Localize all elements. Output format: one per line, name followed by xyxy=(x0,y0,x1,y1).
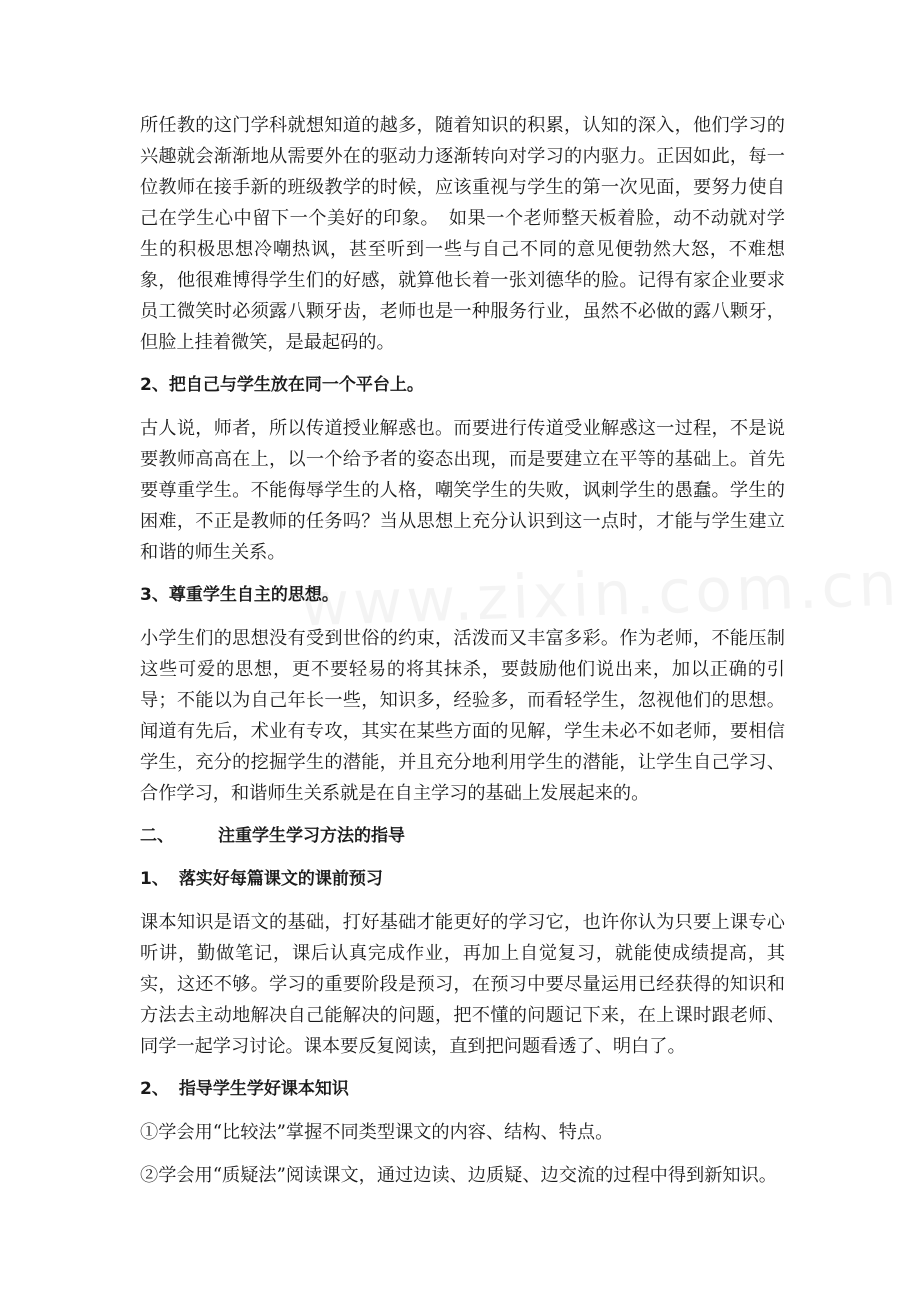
heading-independent-thought: 3、尊重学生自主的思想。 xyxy=(140,585,339,605)
subheading-number: 1、 xyxy=(140,869,169,889)
list-item-comparison: ①学会用“比较法”掌握不同类型课文的内容、结构、特点。 xyxy=(140,1122,614,1143)
paragraph-teacher-impression: 所任教的这门学科就想知道的越多，随着知识的积累，认知的深入，他们学习的兴趣就会渐渐地从需要外在的驱动力逐渐转向对学习的内驱力。正因如此，每一位教师在接手新的班级教学的时候，应该重视与学生的第一次见面，要努力使自己在学生心中留下一个美好的印象。 如果一个老师整天板着脸，动不动就对学生的积极思想冷嘲热讽，甚至听到一些与自己不同的意见便勃然大怒，不难想象，他很难博得学生们的好感，就算他长着一张刘德华的脸。记得有家企业要求员工微笑时必须露八颗牙齿，老师也是一种服务行业，虽然不必做的露八颗牙，但脸上挂着微笑，是最起码的。 xyxy=(140,115,785,353)
paragraph-student-thoughts: 小学生们的思想没有受到世俗的约束，活泼而又丰富多彩。作为老师，不能压制这些可爱的思想，更不要轻易的将其抹杀，要鼓励他们说出来，加以正确的引导；不能以为自己年长一些，知识多，经验多，而看轻学生，忽视他们的思想。闻道有先后，术业有专攻，其实在某些方面的见解，学生未必不如老师，要相信学生，充分的挖掘学生的潜能，并且充分地利用学生的潜能，让学生自己学习、合作学习，和谐师生关系就是在自主学习的基础上发展起来的。 xyxy=(140,628,785,804)
subheading-preview xyxy=(140,864,785,895)
section-number: 二、 xyxy=(140,826,174,846)
subheading-title: 指导学生学好课本知识 xyxy=(178,1079,349,1099)
document-page xyxy=(140,110,785,1203)
paragraph-preview: 课本知识是语文的基础，打好基础才能更好的学习它，也许你认为只要上课专心听讲，勤做笔记，课后认真完成作业，再加上自觉复习，就能使成绩提高，其实，这还不够。学习的重要阶段是预习，在预习中要尽量运用已经获得的知识和方法去主动地解决自己能解决的问题，把不懂的问题记下来，在上课时跟老师、同学一起学习讨论。课本要反复阅读，直到把问题看透了、明白了。 xyxy=(140,912,785,1057)
subheading-title: 落实好每篇课文的课前预习 xyxy=(178,869,383,889)
section-heading-learning-methods xyxy=(140,821,785,852)
paragraph-respect-students: 古人说，师者，所以传道授业解惑也。而要进行传道受业解惑这一过程，不是说要教师高高在上，以一个给予者的姿态出现，而是要建立在平等的基础上。首先要尊重学生。不能侮辱学生的人格，嘲笑学生的失败，讽刺学生的愚蠢。学生的困难，不正是教师的任务吗？当从思想上充分认识到这一点时，才能与学生建立和谐的师生关系。 xyxy=(140,418,785,563)
section-title: 注重学生学习方法的指导 xyxy=(218,826,405,846)
subheading-number: 2、 xyxy=(140,1079,169,1099)
subheading-textbook xyxy=(140,1074,785,1105)
list-item-questioning: ②学会用“质疑法”阅读课文，通过边读、边质疑、边交流的过程中得到新知识。 xyxy=(140,1165,777,1186)
heading-same-platform: 2、把自己与学生放在同一个平台上。 xyxy=(140,375,424,395)
